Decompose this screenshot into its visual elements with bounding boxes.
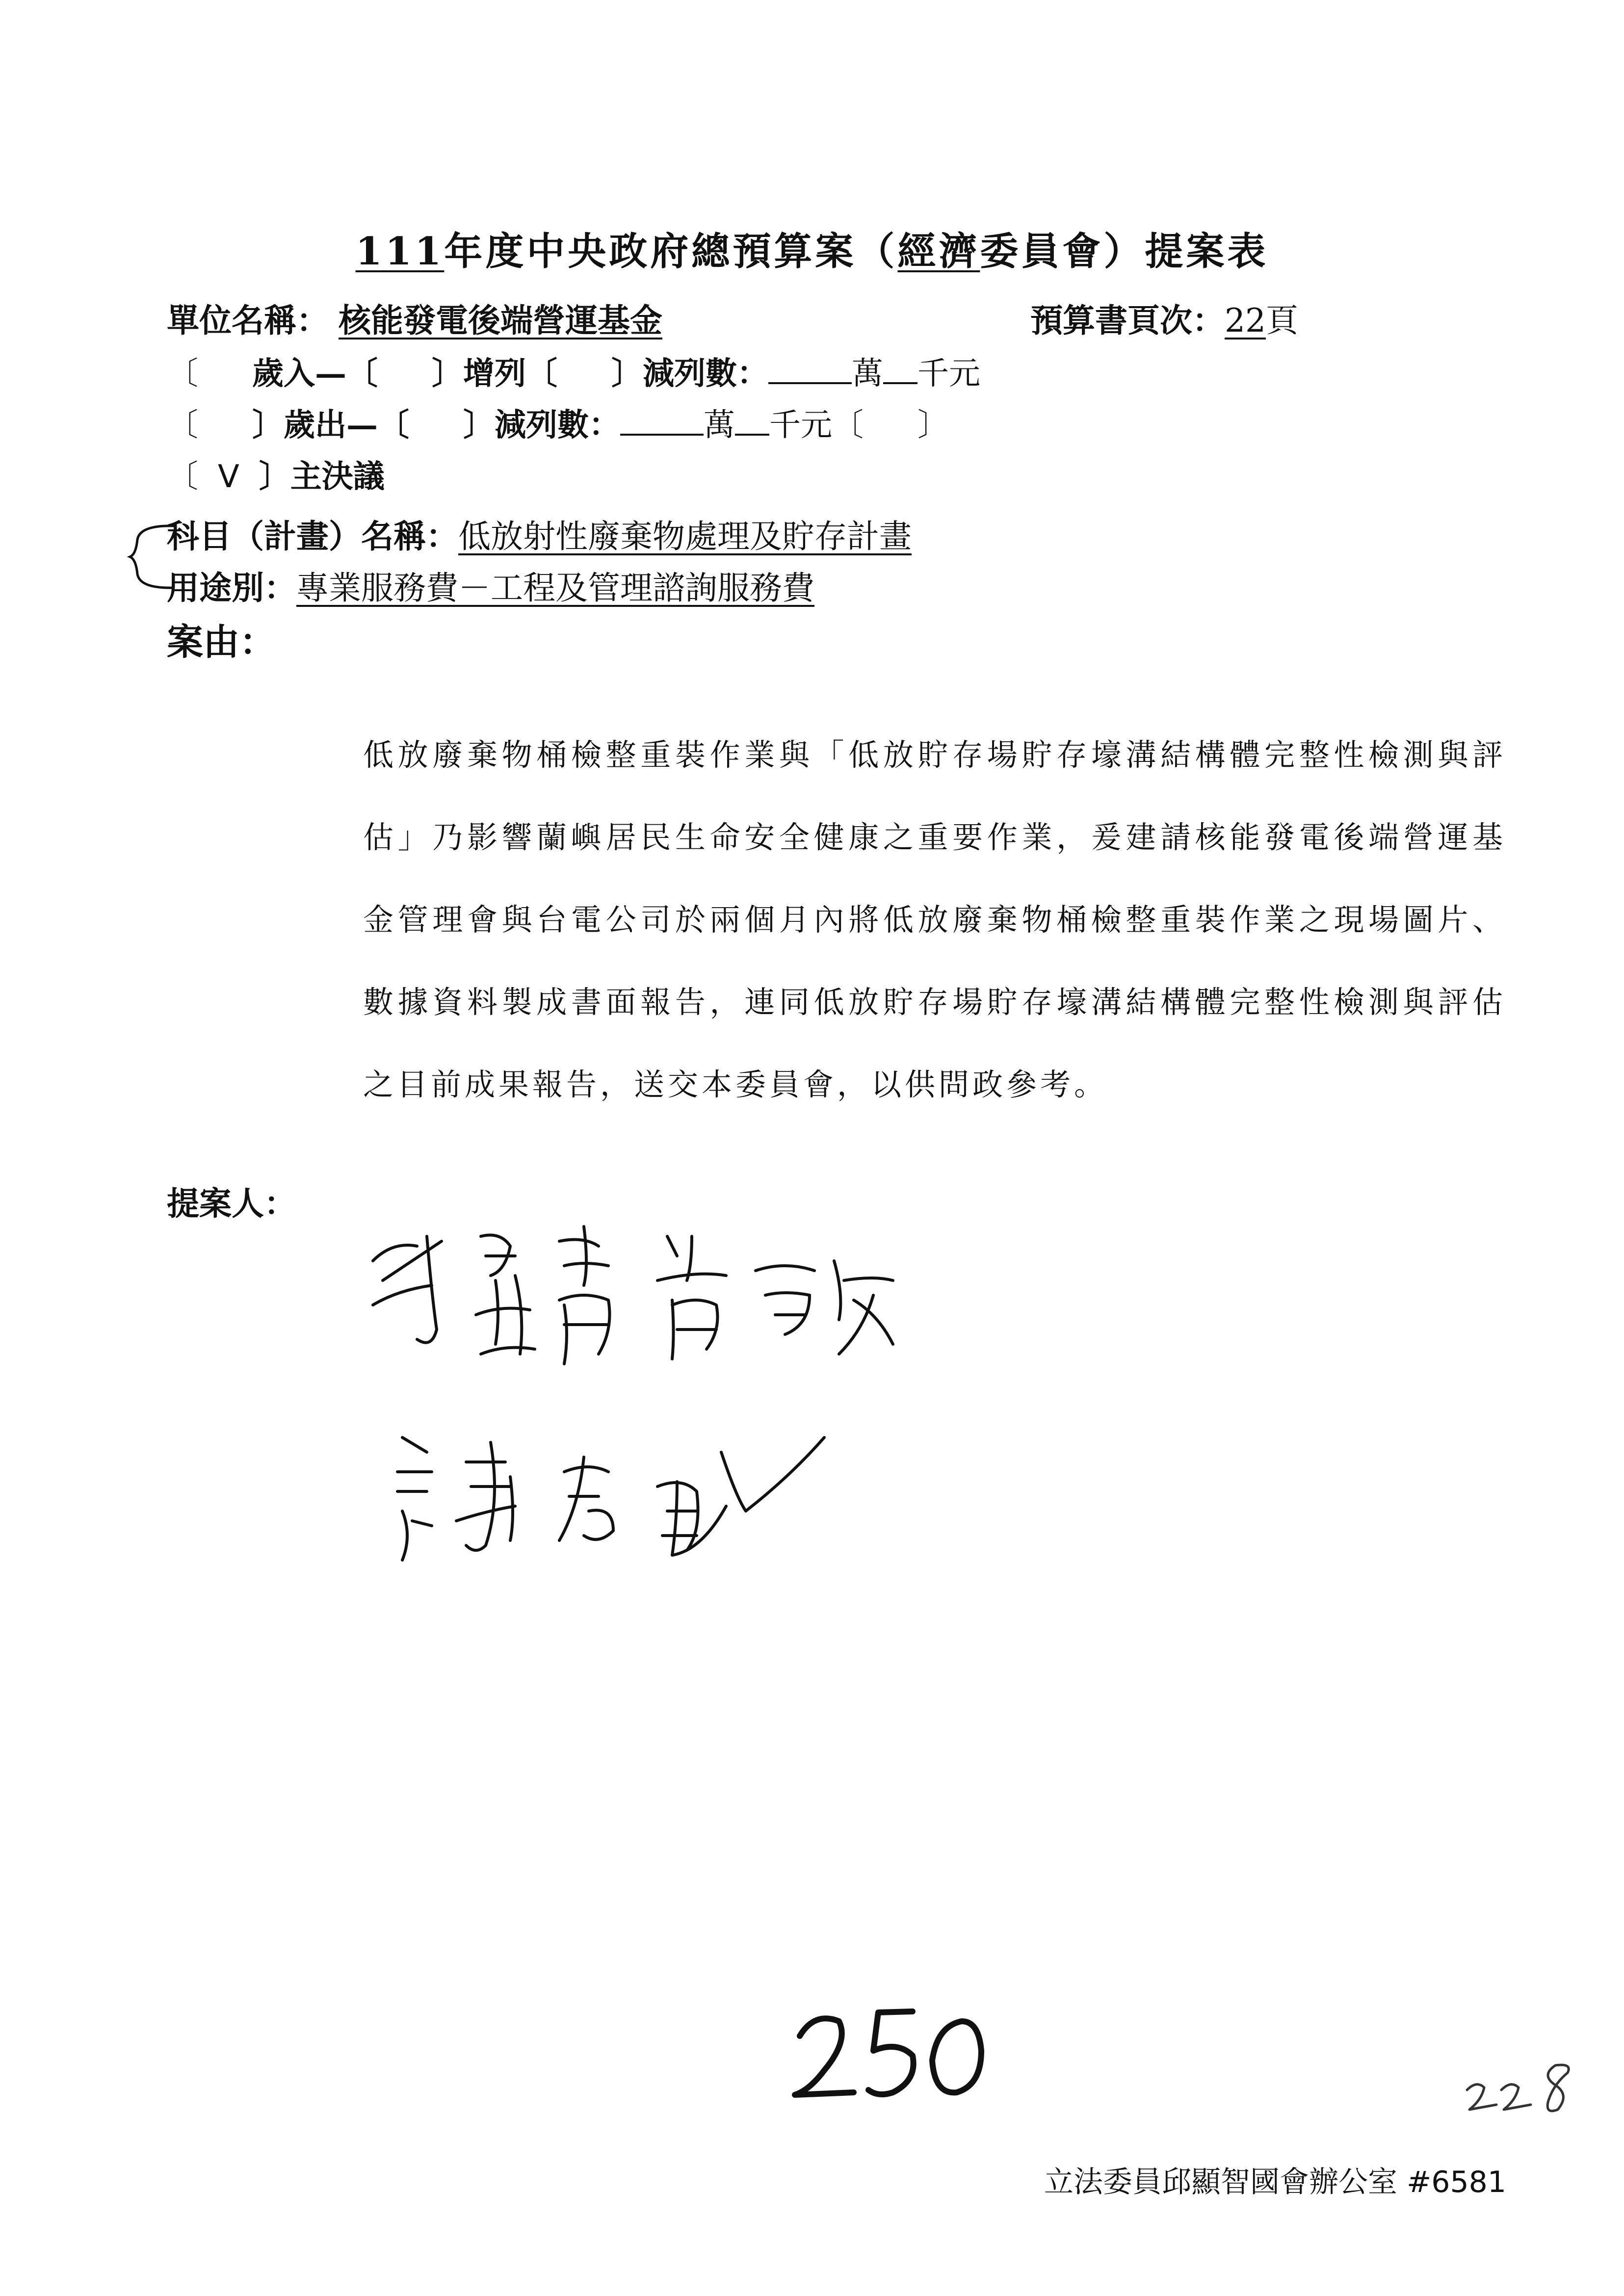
resolution-check-mark: V: [218, 459, 239, 495]
unit-name-label: 單位名稱：: [167, 301, 329, 339]
case-body-paragraph: 低放廢棄物桶檢整重裝作業與「低放貯存場貯存壕溝結構體完整性檢測與評估」乃影響蘭嶼居民生命安全健康之重要作業，爰建請核能發電後端營運基金管理會與台電公司於兩個月內將低放廢棄物桶檢整重裝作業之現場圖片、數據資料製成書面報告，連同低放貯存場貯存壕溝結構體完整性檢測與評估之目前成果報告，送交本委員會，以供問政參考。: [363, 737, 1506, 1102]
title-committee: 經濟: [897, 229, 980, 274]
expense-wan-blank: [620, 434, 704, 436]
revenue-thousand-blank: [883, 382, 917, 384]
expense-open-bracket: 〔: [167, 407, 198, 444]
title-text-a: 年度中央政府總預算案（: [444, 229, 898, 274]
case-label: 案由：: [167, 621, 276, 663]
expense-label: 〕歲出—〔: [252, 407, 409, 444]
revenue-decrease-label: 〕減列數：: [611, 355, 768, 392]
revenue-unit-thousand: 千元: [917, 356, 980, 392]
subject-label: 科目（計畫）名稱：: [167, 517, 458, 555]
expense-unit-thousand: 千元〔: [769, 407, 864, 444]
usage-row: [167, 562, 814, 608]
proposer-label: 提案人：: [167, 1184, 296, 1223]
resolution-line: [167, 451, 385, 496]
budget-page-value: 22: [1225, 302, 1266, 339]
signature-2: [383, 1423, 873, 1580]
budget-page-suffix: 頁: [1265, 302, 1298, 339]
expense-unit-wan: 萬: [704, 407, 735, 444]
unit-name-row: [167, 294, 682, 341]
budget-page-row: [1030, 294, 1298, 341]
budget-page-label: 預算書頁次：: [1030, 301, 1225, 339]
usage-label: 用途別：: [167, 569, 296, 607]
handwritten-page-number: [785, 2002, 1001, 2110]
signature-1: [353, 1207, 942, 1383]
resolution-open-bracket: 〔: [167, 459, 198, 495]
resolution-label: 〕主決議: [259, 458, 385, 495]
unit-name-value: 核能發電後端營運基金: [339, 301, 662, 339]
expense-line: [167, 400, 949, 445]
revenue-increase-label: 〕增列〔: [432, 355, 557, 392]
usage-value: 專業服務費－工程及管理諮詢服務費: [296, 569, 814, 607]
title-year: 111: [355, 229, 445, 274]
revenue-unit-wan: 萬: [852, 356, 883, 392]
subject-row: [167, 510, 912, 557]
handwritten-corner-note: [1462, 2056, 1585, 2124]
revenue-label: 歲入—〔: [252, 355, 378, 392]
footer-office-label: 立法委員邱顯智國會辦公室 #6581: [1044, 2165, 1506, 2199]
revenue-wan-blank: [768, 382, 852, 384]
title-text-b: 委員會）提案表: [980, 229, 1269, 274]
case-body-text: [363, 714, 1506, 1126]
subject-value: 低放射性廢棄物處理及貯存計畫: [458, 518, 912, 555]
expense-decrease-label: 〕減列數：: [463, 407, 620, 444]
proposal-form-title: [0, 221, 1624, 276]
revenue-line: [167, 348, 980, 393]
expense-close-bracket: 〕: [917, 407, 949, 444]
expense-thousand-blank: [735, 434, 769, 436]
revenue-open-bracket: 〔: [167, 356, 198, 392]
